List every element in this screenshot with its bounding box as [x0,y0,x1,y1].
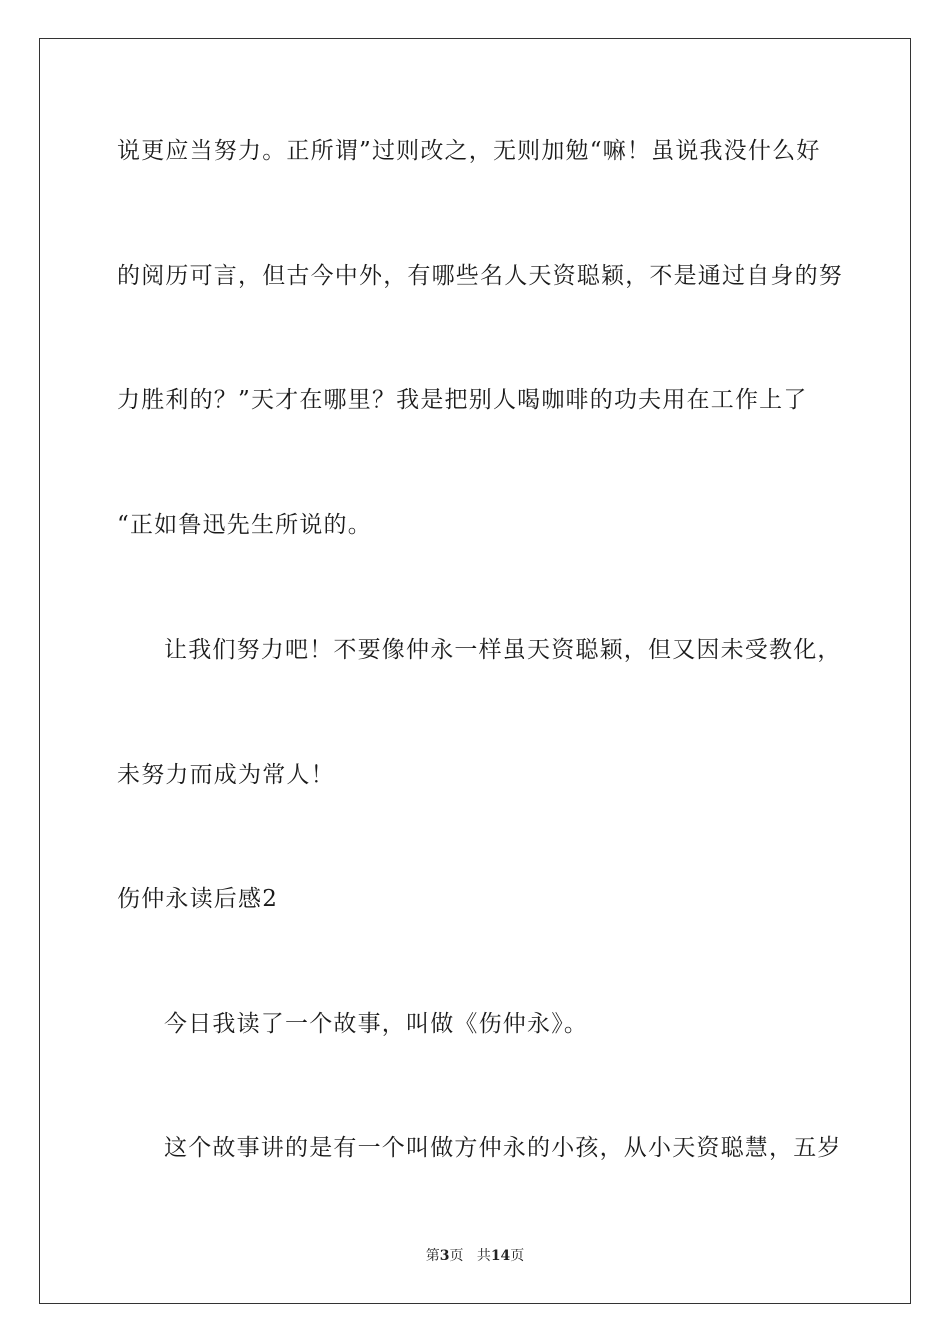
paragraph-first-line: 让我们努力吧！不要像仲永一样虽天资聪颖，但又因未受教化， [164,637,842,663]
body-text-line: 力胜利的？”天才在哪里？我是把别人喝咖啡的功夫用在工作上了 [117,387,808,413]
body-text-line: “正如鲁迅先生所说的。 [117,512,372,538]
body-text-line: 未努力而成为常人！ [117,762,335,788]
page-footer [0,1247,950,1265]
body-text-line: 说更应当努力。正所谓”过则改之，无则加勉“嘛！虽说我没什么好 [117,138,821,164]
page-border [39,38,911,1304]
paragraph-first-line: 今日我读了一个故事，叫做《伤仲永》。 [164,1011,589,1037]
page-indicator: 第3页 [425,1248,464,1264]
section-heading: 伤仲永读后感2 [117,886,279,912]
paragraph-first-line: 这个故事讲的是有一个叫做方仲永的小孩，从小天资聪慧，五岁 [164,1135,842,1161]
total-pages-number: 14 [490,1248,511,1264]
body-text-line: 的阅历可言，但古今中外，有哪些名人天资聪颖，不是通过自身的努 [117,263,843,289]
page-number: 3 [439,1248,450,1264]
total-pages-indicator: 共14页 [476,1248,525,1264]
